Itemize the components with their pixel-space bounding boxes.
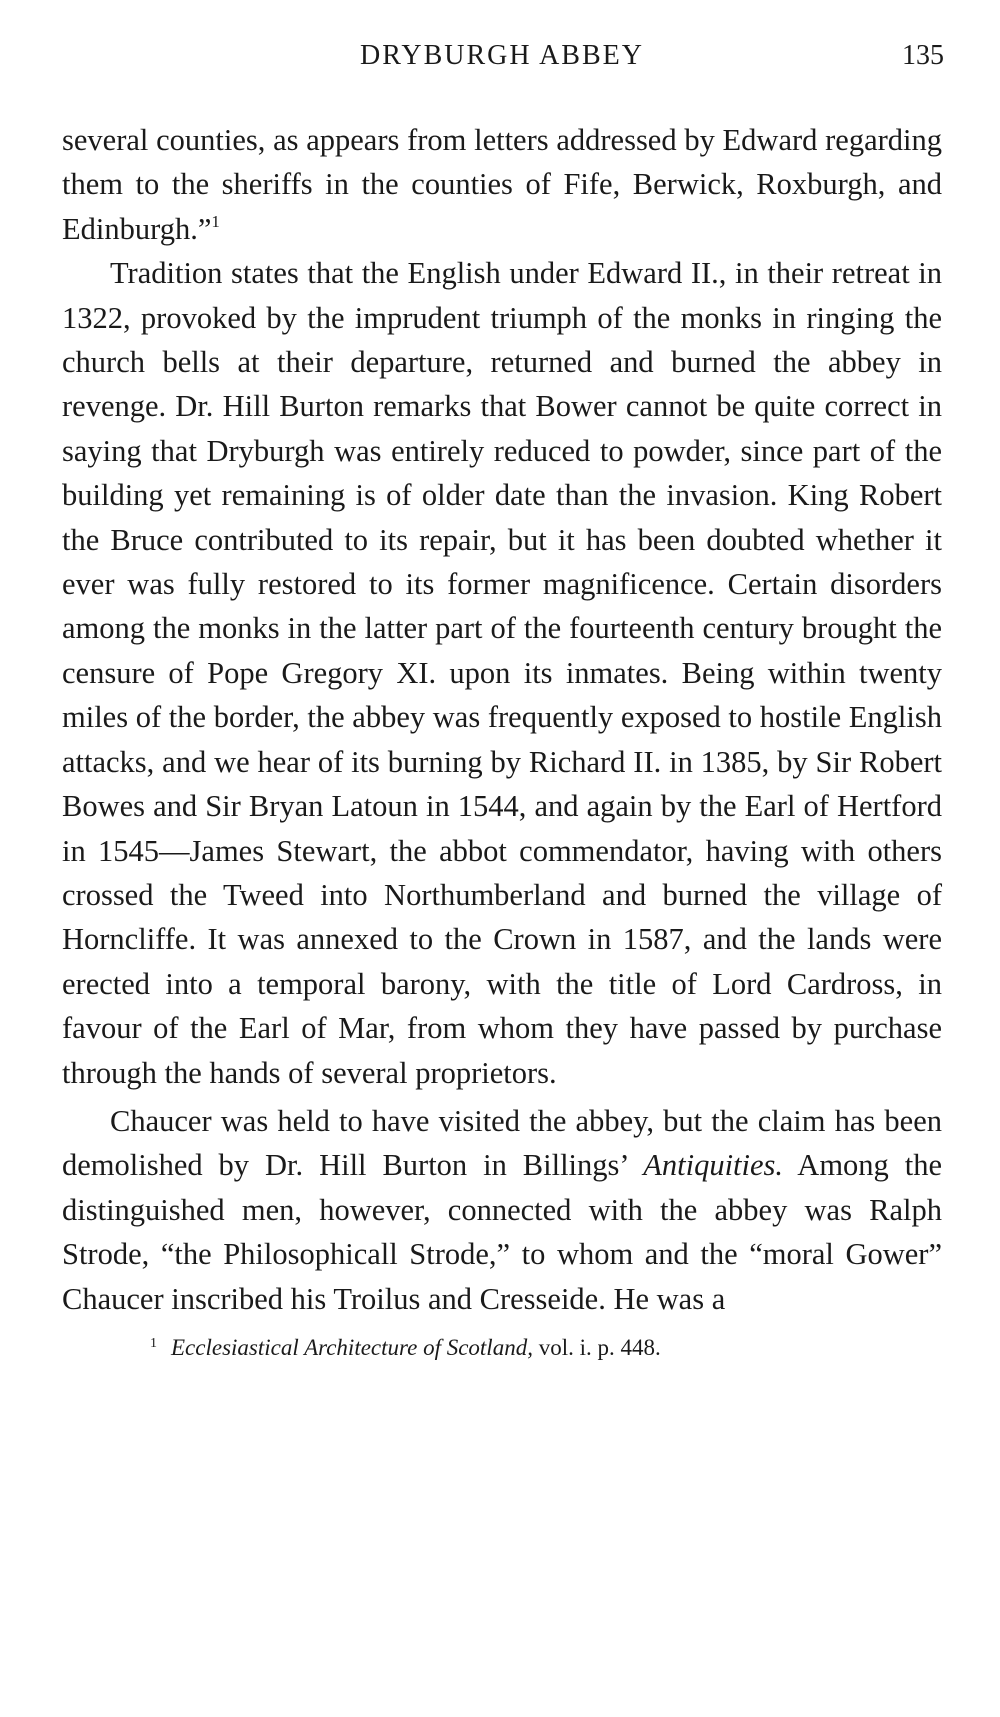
- paragraph-1-text: several counties, as appears from letters addressed by Edward regarding them to the sheriffs in the counties of Fife, Berwick, Roxburgh, and Edinburgh.”: [62, 123, 942, 246]
- paragraph-2-text: Tradition states that the English under Edward II., in their retreat in 1322, provoked by the imprudent triumph of the monks in ringing the church bells at their departure, returned and burned the abbey in revenge. Dr. Hill Burton remarks that Bower cannot be quite correct in saying that Dryburgh was entirely reduced to powder, since part of the building yet remaining is of older date than the invasion. King Robert the Bruce contributed to its repair, but it has been doubted whether it ever was fully restored to its former magnificence. Certain disorders among the monks in the latter part of the fourteenth century brought the censure of Pope Gregory XI. upon its inmates. Being within twenty miles of the border, the abbey was frequently exposed to hostile English attacks, and we hear of its burning by Richard II. in 1385, by Sir Robert Bowes and Sir Bryan Latoun in 1544, and again by the Earl of Hertford in 1545—James Stewart, the abbot commendator, having with others crossed the Tweed into Northumberland and burned the village of Horncliffe. It was annexed to the Crown in 1587, and the lands were erected into a temporal barony, with the title of Lord Cardross, in favour of the Earl of Mar, from whom they have passed by purchase through the hands of several proprietors.: [62, 256, 942, 1090]
- footnote: [62, 1329, 942, 1363]
- page-body: [62, 118, 942, 1321]
- paragraph-3-text-after: Among the distinguished men, however, connected with the abbey was Ralph Strode, “the Philosophicall Strode,” to whom and the “moral Gower” Chaucer inscribed his Troilus and Cresseide. He was a: [62, 1148, 942, 1316]
- italic-title-antiquities: Antiquities.: [643, 1148, 784, 1183]
- paragraph-continued: [62, 118, 942, 251]
- footnote-citation: vol. i. p. 448.: [532, 1334, 661, 1360]
- page-number: 135: [902, 40, 944, 71]
- footnote-title: Ecclesiastical Architecture of Scotland,: [171, 1334, 533, 1360]
- paragraph-3-text-before: Chaucer was held to have visited the abbey, but the claim has been demolished by Dr. Hill Burton in Billings’: [62, 1103, 942, 1183]
- paragraph-tradition: [62, 251, 942, 1095]
- footnote-marker: 1: [150, 1335, 157, 1351]
- footnote-reference: 1: [211, 211, 220, 231]
- running-head: DRYBURGH ABBEY: [360, 40, 644, 71]
- book-page: [62, 40, 942, 1363]
- page-header: [62, 40, 942, 92]
- paragraph-chaucer: [62, 1099, 942, 1321]
